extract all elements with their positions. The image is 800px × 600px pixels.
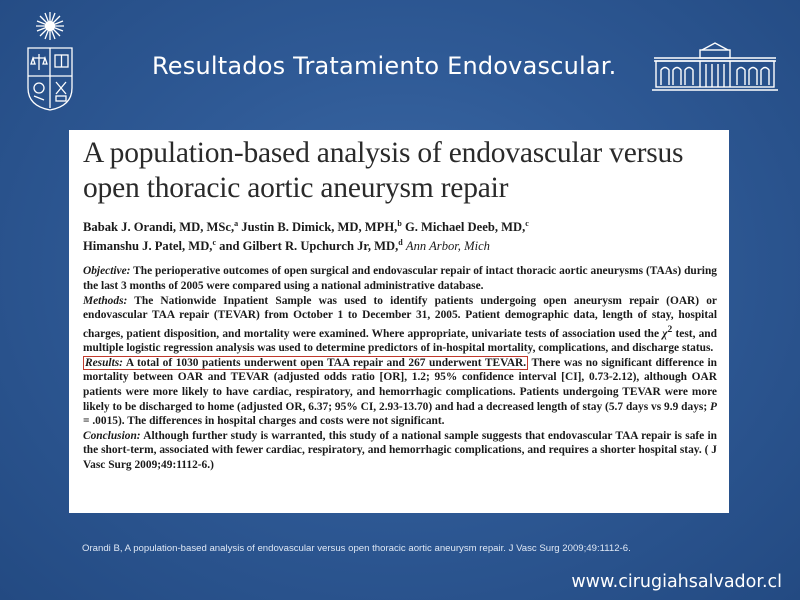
slide-title: Resultados Tratamiento Endovascular. [152,52,617,80]
conclusion-label: Conclusion: [83,429,141,442]
author-deeb: G. Michael Deeb, MD, [404,220,526,235]
objective-label: Objective: [83,265,131,278]
author-patel: Himanshu J. Patel, MD, [83,239,213,254]
objective-text: The perioperative outcomes of open surgical and endovascular repair of intact thoracic aortic aneurysms (TAAs) during the last 3 months of 2005 were compared using a national administrative database. [83,265,717,292]
abstract-methods [83,294,717,356]
conclusion-text: Although further study is warranted, this study of a national sample suggests that endovascular TAA repair is safe in the short-term, associated with fewer cardiac, respiratory, and hemorrhagic complications, and requires a shorter hospital stay. [83,429,718,457]
slide-citation: Orandi B, A population-based analysis of endovascular versus open thoracic aortic aneurysm repair. J Vasc Surg 2009;49:1112-6. [82,543,631,554]
author-dimick: Justin B. Dimick, MD, MPH, [241,220,398,235]
journal-reference: ( J Vasc Surg 2009;49:1112-6.) [83,444,718,471]
chi-square-exponent: 2 [667,324,673,335]
affiliation-mark: b [397,219,402,228]
abstract-results [83,356,717,429]
results-highlight-box [83,356,528,370]
hospital-building-icon [652,40,778,92]
affiliation-mark: a [234,219,239,228]
affiliation-mark: c [212,238,216,248]
paper-abstract [83,264,717,472]
university-seal-icon [22,8,78,112]
results-highlight-text: A total of 1030 patients underwent open TAA repair and 267 underwent TEVAR. [125,356,527,369]
paper-excerpt [69,130,729,513]
abstract-conclusion [83,429,717,473]
author-upchurch: Gilbert R. Upchurch Jr, MD, [242,239,399,254]
p-value-symbol: P [710,400,717,413]
paper-authors [83,216,717,254]
paper-title: A population-based analysis of endovascular versus open thoracic aortic aneurysm repair [83,137,684,204]
abstract-objective [83,264,717,293]
affiliation-mark: d [398,238,403,248]
results-text: There was no significant difference in mortality between OAR and TEVAR (adjusted odds ratio [OR], 1.2; 95% confidence interval [CI], 0.73-2.12), although OAR patients were more likely to have cardiac, respiratory, and hemorrhagic complications. Patients undergoing TEVAR were more likely to be discharged to home (adjusted OR, 6.37; 95% CI, 2.93-13.70) and had a decreased length of stay (5.7 days vs 9.9 days; [83,356,717,413]
chi-square-symbol: χ [662,327,668,340]
methods-text-continued: test, and multiple logistic regression analysis was used to determine predictors of in-hospital mortality, complications, and discharge status. [83,327,717,355]
results-label: Results: [85,356,123,369]
author-location: Ann Arbor, Mich [405,239,490,254]
results-text-continued: = .0015). The differences in hospital charges and costs were not significant. [83,415,445,428]
affiliation-mark: c [525,219,529,228]
methods-label: Methods: [83,294,128,307]
author-orandi: Babak J. Orandi, MD, MSc, [83,220,235,235]
website-url: www.cirugiahsalvador.cl [571,572,782,592]
methods-text: The Nationwide Inpatient Sample was used to identify patients undergoing open aneurysm repair (OAR) or endovascular TAA repair (TEVAR) from October 1 to December 31, 2005. Patient demographic data, length of stay, hospital charges, patient disposition, and mortality were examined. Where appropriate, univariate tests of association used the [83,294,717,340]
authors-and: and [219,239,240,254]
